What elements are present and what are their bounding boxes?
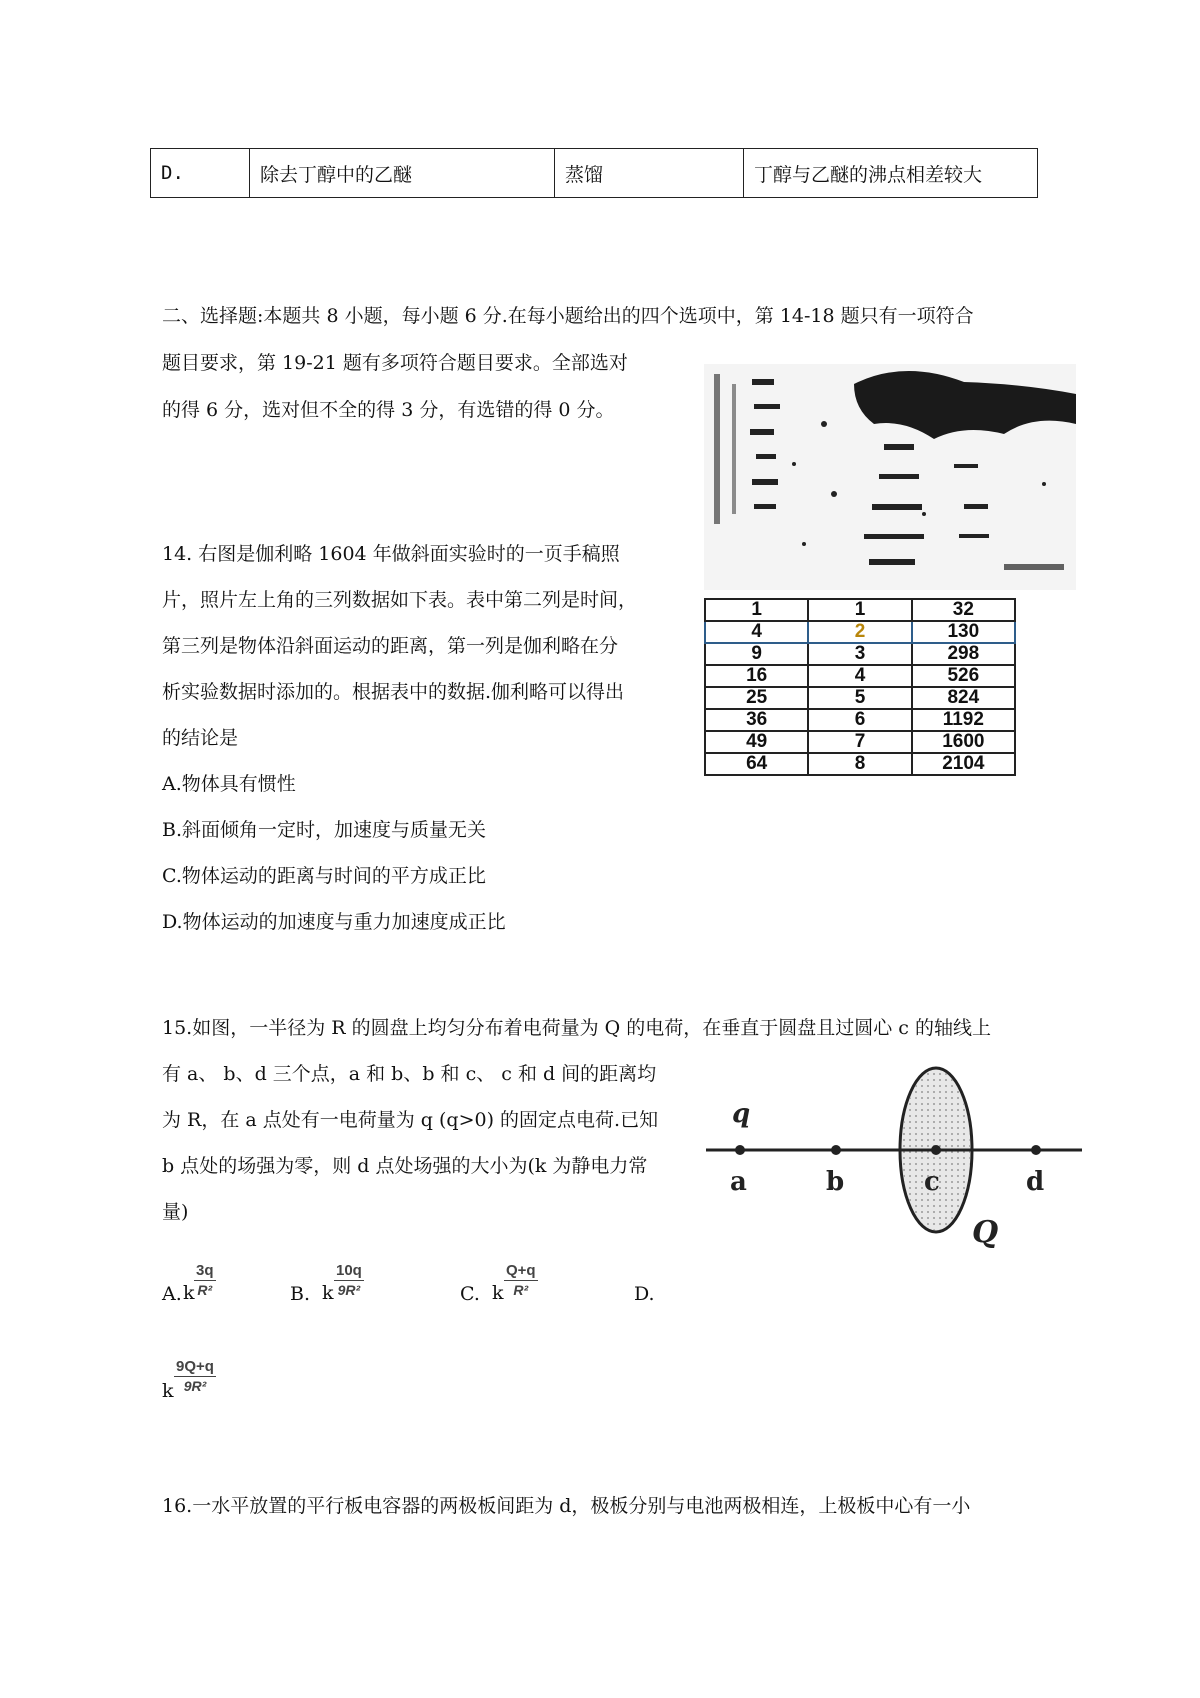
table-cell: 除去丁醇中的乙醚: [250, 149, 555, 198]
label-q: q: [732, 1099, 751, 1129]
table-cell: 3: [808, 643, 911, 665]
manuscript-photo: [704, 364, 1076, 590]
question-15-stem: 量): [162, 1201, 189, 1223]
table-row: [151, 149, 1038, 198]
option-c: C.物体运动的距离与时间的平方成正比: [162, 865, 486, 887]
table-cell: 49: [705, 731, 808, 753]
numerator: 9Q+q: [176, 1358, 214, 1375]
option-b-label: B.: [290, 1283, 311, 1305]
option-d-label: D.: [634, 1283, 655, 1305]
table-cell: 1600: [912, 731, 1015, 753]
denominator: 9R²: [337, 1282, 361, 1298]
question-15-stem: 有 a、 b、d 三个点，a 和 b、b 和 c、 c 和 d 间的距离均: [162, 1063, 657, 1085]
table-cell: 64: [705, 753, 808, 775]
option-a: A.物体具有惯性: [162, 773, 296, 795]
section-heading: 二、选择题:本题共 8 小题，每小题 6 分.在每小题给出的四个选项中，第 14-18 题只有一项符合: [162, 305, 974, 327]
table-cell: 32: [912, 599, 1015, 621]
numerator: Q+q: [506, 1262, 536, 1279]
point-c-dot: [931, 1145, 941, 1155]
table-cell: 130: [912, 621, 1015, 643]
table-cell: 2104: [912, 753, 1015, 775]
option-d: D.物体运动的加速度与重力加速度成正比: [162, 911, 506, 933]
table-row: [705, 643, 1015, 665]
question-14-stem: 片，照片左上角的三列数据如下表。表中第二列是时间，: [162, 589, 638, 611]
option-c-fraction: [504, 1262, 538, 1299]
table-cell: 25: [705, 687, 808, 709]
table-row: [705, 709, 1015, 731]
question-14-stem: 的结论是: [162, 727, 239, 749]
table-cell: 丁醇与乙醚的沸点相差较大: [744, 149, 1038, 198]
denominator: 9R²: [183, 1378, 207, 1394]
label-d: d: [1026, 1167, 1045, 1197]
question-15-stem: b 点处的场强为零，则 d 点处场强的大小为(k 为静电力常: [162, 1155, 648, 1177]
table-cell: 1192: [912, 709, 1015, 731]
table-row: [705, 665, 1015, 687]
table-row: [705, 687, 1015, 709]
table-cell: 16: [705, 665, 808, 687]
point-d-dot: [1031, 1145, 1041, 1155]
option-d-k: k: [162, 1380, 174, 1402]
table-cell: 7: [808, 731, 911, 753]
option-a-fraction: [194, 1262, 216, 1299]
table-cell: 1: [808, 599, 911, 621]
denominator: R²: [197, 1282, 213, 1298]
table-row: [705, 599, 1015, 621]
option-d-fraction: [174, 1358, 216, 1395]
question-15-stem: 15.如图，一半径为 R 的圆盘上均匀分布着电荷量为 Q 的电荷，在垂直于圆盘且过圆心 c 的轴线上: [162, 1017, 991, 1039]
label-c: c: [924, 1167, 940, 1197]
top-table: [150, 148, 1038, 198]
label-a: a: [730, 1167, 747, 1197]
table-cell: 36: [705, 709, 808, 731]
option-a-label: A.: [162, 1283, 182, 1305]
question-14-stem: 第三列是物体沿斜面运动的距离，第一列是伽利略在分: [162, 635, 619, 657]
galileo-data-table: [704, 598, 1016, 776]
numerator: 3q: [196, 1262, 214, 1279]
section-text: 题目要求，第 19-21 题有多项符合题目要求。全部选对: [162, 352, 628, 374]
table-cell: 9: [705, 643, 808, 665]
table-row: [705, 621, 1015, 643]
table-row: [705, 753, 1015, 775]
table-cell: 8: [808, 753, 911, 775]
option-b: B.斜面倾角一定时，加速度与质量无关: [162, 819, 487, 841]
numerator: 10q: [336, 1262, 362, 1279]
question-14-stem: 析实验数据时添加的。根据表中的数据.伽利略可以得出: [162, 681, 625, 703]
table-cell: D.: [151, 149, 250, 198]
label-Q: Q: [972, 1215, 999, 1250]
option-a-k: k: [183, 1282, 195, 1304]
section-text: 的得 6 分，选对但不全的得 3 分，有选错的得 0 分。: [162, 399, 615, 421]
table-cell: 1: [705, 599, 808, 621]
question-15-stem: 为 R，在 a 点处有一电荷量为 q (q>0) 的固定点电荷.已知: [162, 1109, 659, 1131]
table-cell: 4: [705, 621, 808, 643]
table-cell: 5: [808, 687, 911, 709]
denominator: R²: [513, 1282, 529, 1298]
table-cell: 蒸馏: [555, 149, 744, 198]
option-b-k: k: [322, 1282, 334, 1304]
option-c-k: k: [492, 1282, 504, 1304]
point-b-dot: [831, 1145, 841, 1155]
option-c-label: C.: [460, 1283, 480, 1305]
option-b-fraction: [334, 1262, 364, 1299]
table-cell: 4: [808, 665, 911, 687]
charge-disk-diagram: [704, 1060, 1084, 1260]
table-cell: 2: [808, 621, 911, 643]
table-cell: 298: [912, 643, 1015, 665]
point-a-dot: [735, 1145, 745, 1155]
table-row: [705, 731, 1015, 753]
table-cell: 6: [808, 709, 911, 731]
label-b: b: [826, 1167, 845, 1197]
question-14-stem: 14. 右图是伽利略 1604 年做斜面实验时的一页手稿照: [162, 543, 620, 565]
table-cell: 526: [912, 665, 1015, 687]
question-16-stem: 16.一水平放置的平行板电容器的两极板间距为 d，极板分别与电池两极相连，上极板中心有一小: [162, 1495, 971, 1517]
table-cell: 824: [912, 687, 1015, 709]
